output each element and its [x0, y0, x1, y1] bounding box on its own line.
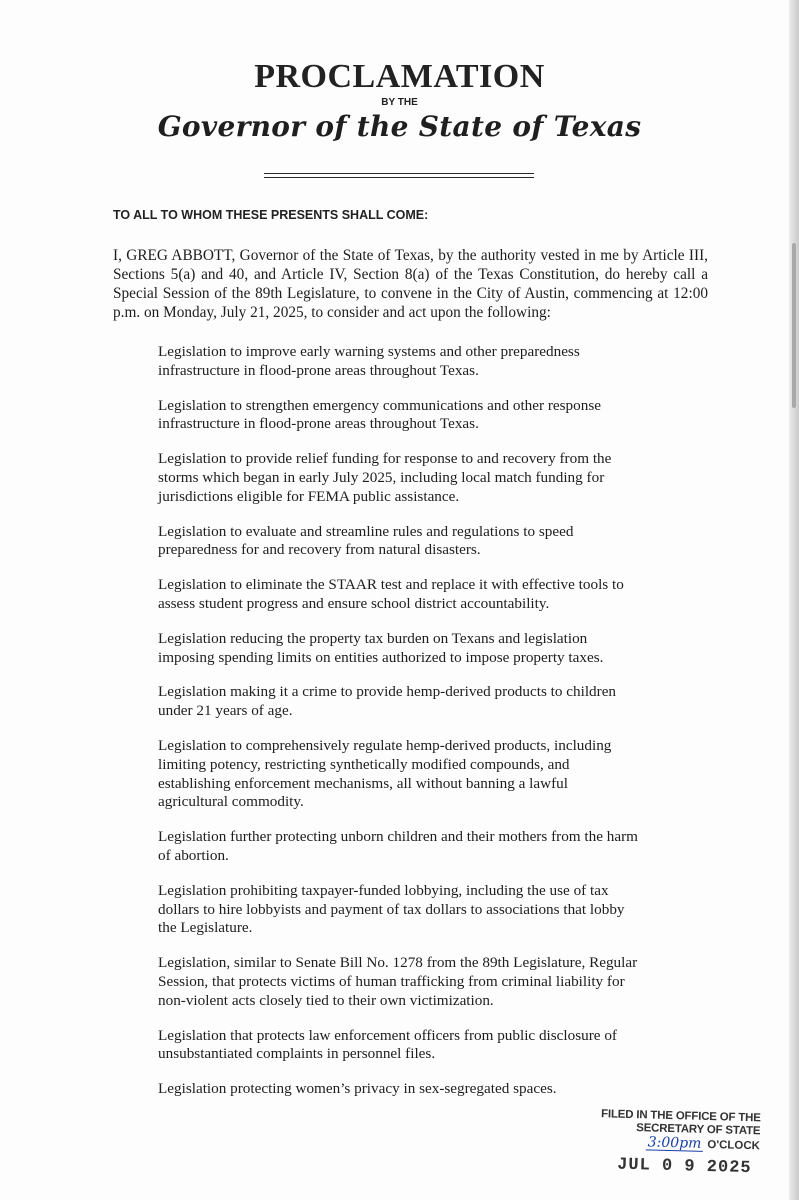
office-heading: Governor of the State of Texas	[157, 110, 642, 143]
agenda-item: Legislation to improve early warning systems and other preparedness infrastructure in flood-prone areas throughout Texas.	[158, 343, 580, 379]
agenda-item: Legislation to strengthen emergency communications and other response infrastructure in flood-prone areas throughout Texas.	[158, 396, 601, 433]
stamp-date: JUL 0 9 2025	[616, 1155, 752, 1179]
salutation: TO ALL TO WHOM THESE PRESENTS SHALL COME:	[113, 208, 429, 222]
stamp-line-secretary: SECRETARY OF STATE	[636, 1122, 761, 1138]
agenda-item: Legislation further protecting unborn children and their mothers from the harm of abortion.	[158, 828, 638, 864]
filing-stamp	[579, 1108, 761, 1179]
intro-paragraph: I, GREG ABBOTT, Governor of the State of Texas, by the authority vested in me by Article III, Sections 5(a) and 40, and Article IV, Section 8(a) of the Texas Constitution, do hereby call a Special Session of the 89th Legislature, to convene in the City of Austin, commencing at 12:00 p.m. on Monday, July 21, 2025, to consider and act upon the following:	[113, 247, 708, 321]
scrollbar-track[interactable]	[789, 0, 799, 1200]
agenda-item: Legislation making it a crime to provide hemp-derived products to children under 21 years of age.	[158, 683, 617, 720]
agenda-item: Legislation to evaluate and streamline rules and regulations to speed preparedness for and recovery from natural disasters.	[158, 522, 574, 559]
agenda-item: Legislation prohibiting taxpayer-funded lobbying, including the use of tax dollars to hire lobbyists and payment of tax dollars to associations that lobby the Legislature.	[158, 881, 625, 937]
scrollbar-thumb[interactable]	[792, 243, 796, 408]
stamp-line-office: FILED IN THE OFFICE OF THE	[600, 1108, 761, 1125]
agenda-item: Legislation to comprehensively regulate hemp-derived products, including limiting potency, restricting synthetically modified compounds, and establishing enforcement mechanisms, all without banning a lawful agricultural commodity.	[158, 736, 612, 811]
agenda-list	[158, 343, 638, 1115]
agenda-item: Legislation reducing the property tax burden on Texans and legislation imposing spending limits on entities authorized to impose property taxes.	[158, 629, 604, 666]
agenda-item: Legislation to provide relief funding for response to and recovery from the storms which began in early July 2025, including local match funding for jurisdictions eligible for FEMA public assistance.	[158, 450, 612, 505]
agenda-item: Legislation to eliminate the STAAR test and replace it with effective tools to assess student progress and ensure school district accountability.	[158, 576, 624, 612]
agenda-item: Legislation, similar to Senate Bill No. 1278 from the 89th Legislature, Regular Session, that protects victims of human trafficking from criminal liability for non-violent acts closely tied to their own victimization.	[158, 954, 638, 1009]
stamp-oclock: O'CLOCK	[707, 1138, 761, 1153]
divider-rule	[264, 173, 534, 174]
agenda-item: Legislation that protects law enforcement officers from public disclosure of unsubstantiated complaints in personnel files.	[158, 1026, 617, 1063]
page-title: PROCLAMATION	[254, 58, 545, 95]
agenda-item: Legislation protecting women’s privacy in sex-segregated spaces.	[158, 1080, 557, 1098]
handwritten-time: 3:00pm	[647, 1134, 702, 1152]
byline: BY THE	[381, 97, 418, 108]
divider-rule	[264, 177, 534, 178]
